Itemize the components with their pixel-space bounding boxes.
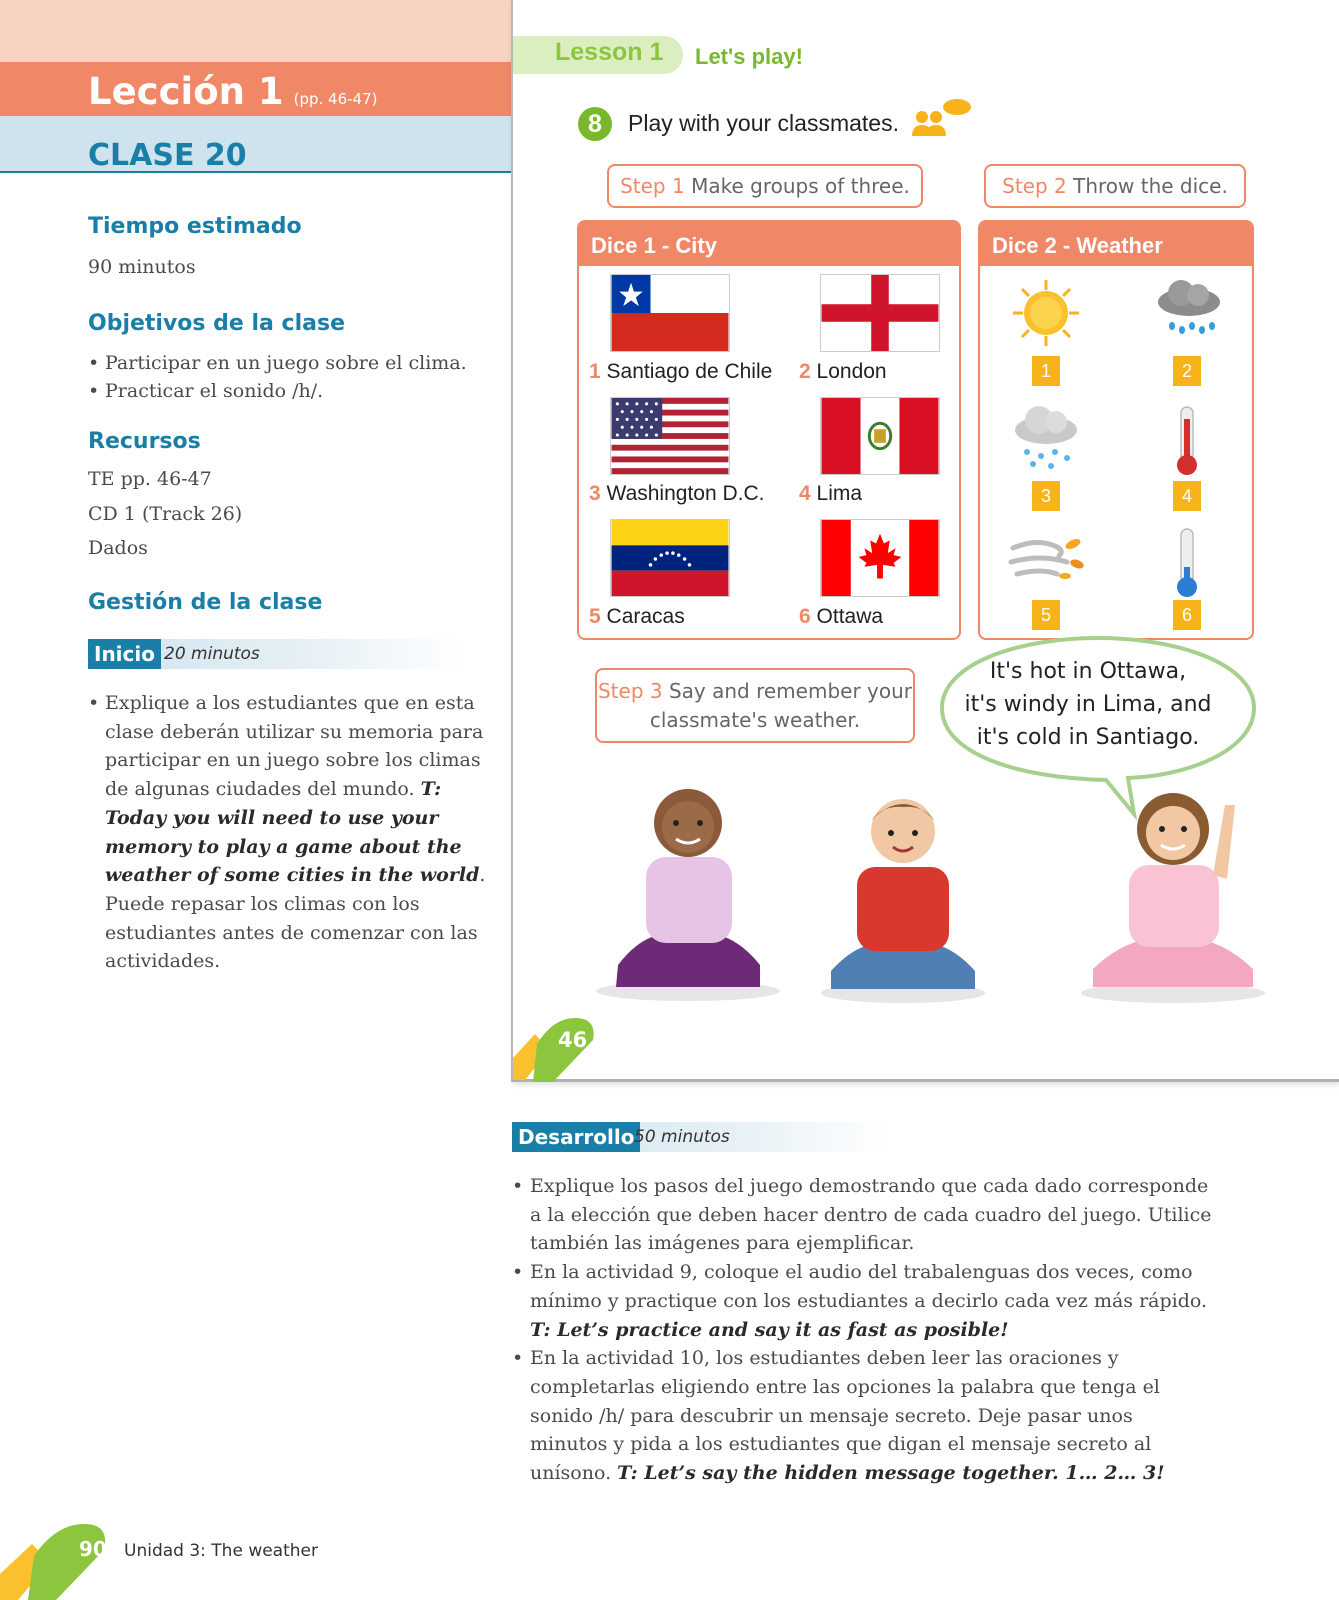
book-page-number: 46 [558,1028,588,1052]
step-1-box: Step 1 Make groups of three. [607,164,923,208]
venezuela-flag-icon [610,519,730,597]
desarrollo-bar [512,1122,892,1152]
recursos-heading: Recursos [88,429,201,454]
lets-play-title: Let's play! [695,44,803,69]
list-item: • Explique los pasos del juego demostrando que cada dado corresponde a la elección que deben hacer dentro de cada cuadro del juego. Utilice también las imágenes para ejemplificar. [512,1172,1212,1258]
weather-number: 5 [1032,600,1060,630]
city-label: 3 Washington D.C. [589,482,765,505]
dice-2-title: Dice 2 - Weather [980,222,1252,266]
weather-number: 1 [1032,356,1060,386]
gestion-heading: Gestión de la clase [88,590,323,615]
tiempo-value: 90 minutos [88,256,196,278]
boy-sitting-image [813,775,993,1005]
list-item: • Participar en un juego sobre el clima. [88,349,467,377]
city-label: 2 London [799,360,887,383]
desarrollo-label: Desarrollo [512,1122,640,1152]
city-label: 6 Ottawa [799,605,884,628]
activity-number: 8 [578,107,612,141]
dice-1-title: Dice 1 - City [579,222,959,266]
cold-thermometer-icon [1170,527,1204,599]
girl-sitting-image [588,765,788,1005]
usa-flag-icon [610,397,730,475]
student-book-page [511,0,1339,1082]
city-label: 4 Lima [799,482,863,505]
header-band-clase [0,116,511,173]
weather-number: 3 [1032,481,1060,511]
inicio-time: 20 minutos [164,644,260,664]
wind-icon [1007,528,1087,588]
weather-number: 6 [1173,600,1201,630]
list-item: • Explique a los estudiantes que en esta clase deberán utilizar su memoria para participar en un juego sobre los climas de algunas ciudades del mundo. T: Today you will need to use your memory to play a game about the weather of some cities in the world. Puede repasar los climas con los estudiantes antes de comenzar con las actividades. [88,689,488,976]
footer-unit-title: Unidad 3: The weather [124,1541,318,1561]
tiempo-heading: Tiempo estimado [88,214,302,239]
desarrollo-time: 50 minutos [634,1127,730,1147]
city-label: 1 Santiago de Chile [589,360,773,383]
england-flag-icon [820,274,940,352]
chile-flag-icon [610,274,730,352]
girl-pointing-image [1073,765,1273,1005]
list-item: • En la actividad 10, los estudiantes deben leer las oraciones y completarlas eligiendo entre las opciones la palabra que tenga el sonido /h/ para descubrir un mensaje secreto. Deje pasar unos minutos y pida a los estudiantes que digan el mensaje secreto al unísono. T: Let’s say the hidden message together. 1… 2… 3! [512,1344,1212,1488]
speech-text: It's hot in Ottawa, it's windy in Lima, and it's cold in Santiago. [964,659,1212,750]
rain-cloud-icon [1154,276,1224,342]
recursos-item: CD 1 (Track 26) [88,503,243,525]
list-item: • En la actividad 9, coloque el audio del trabalenguas dos veces, como mínimo y practique con los estudiantes a decirlo cada vez más rápido. T: Let’s practice and say it as fast as posible! [512,1258,1212,1344]
step-3-box: Step 3 Say and remember your classmate's weather. [595,668,915,743]
recursos-item: TE pp. 46-47 [88,468,212,490]
objetivos-list [88,349,467,405]
weather-number: 2 [1173,356,1201,386]
lesson-title: Lección 1 (pp. 46-47) [88,70,378,113]
hot-thermometer-icon [1170,405,1204,477]
step-2-box: Step 2 Throw the dice. [984,164,1246,208]
snow-cloud-icon [1011,400,1081,472]
header-band-top [0,0,511,62]
desarrollo-list [512,1172,1212,1488]
footer-page-number: 90 [79,1537,107,1561]
sun-icon [1011,278,1081,348]
canada-flag-icon [820,519,940,597]
city-label: 5 Caracas [589,605,685,628]
activity-instruction: Play with your classmates. [628,110,899,136]
recursos-item: Dados [88,537,148,559]
lesson-pages: (pp. 46-47) [293,90,378,108]
inicio-list [88,689,488,976]
peru-flag-icon [820,397,940,475]
list-item: • Practicar el sonido /h/. [88,377,467,405]
inicio-bar [88,639,468,669]
inicio-label: Inicio [88,639,161,669]
pair-work-icon [911,98,973,138]
lesson-label: Lesson 1 [555,38,664,66]
weather-number: 4 [1173,481,1201,511]
objetivos-heading: Objetivos de la clase [88,311,345,336]
clase-title: CLASE 20 [88,138,247,173]
